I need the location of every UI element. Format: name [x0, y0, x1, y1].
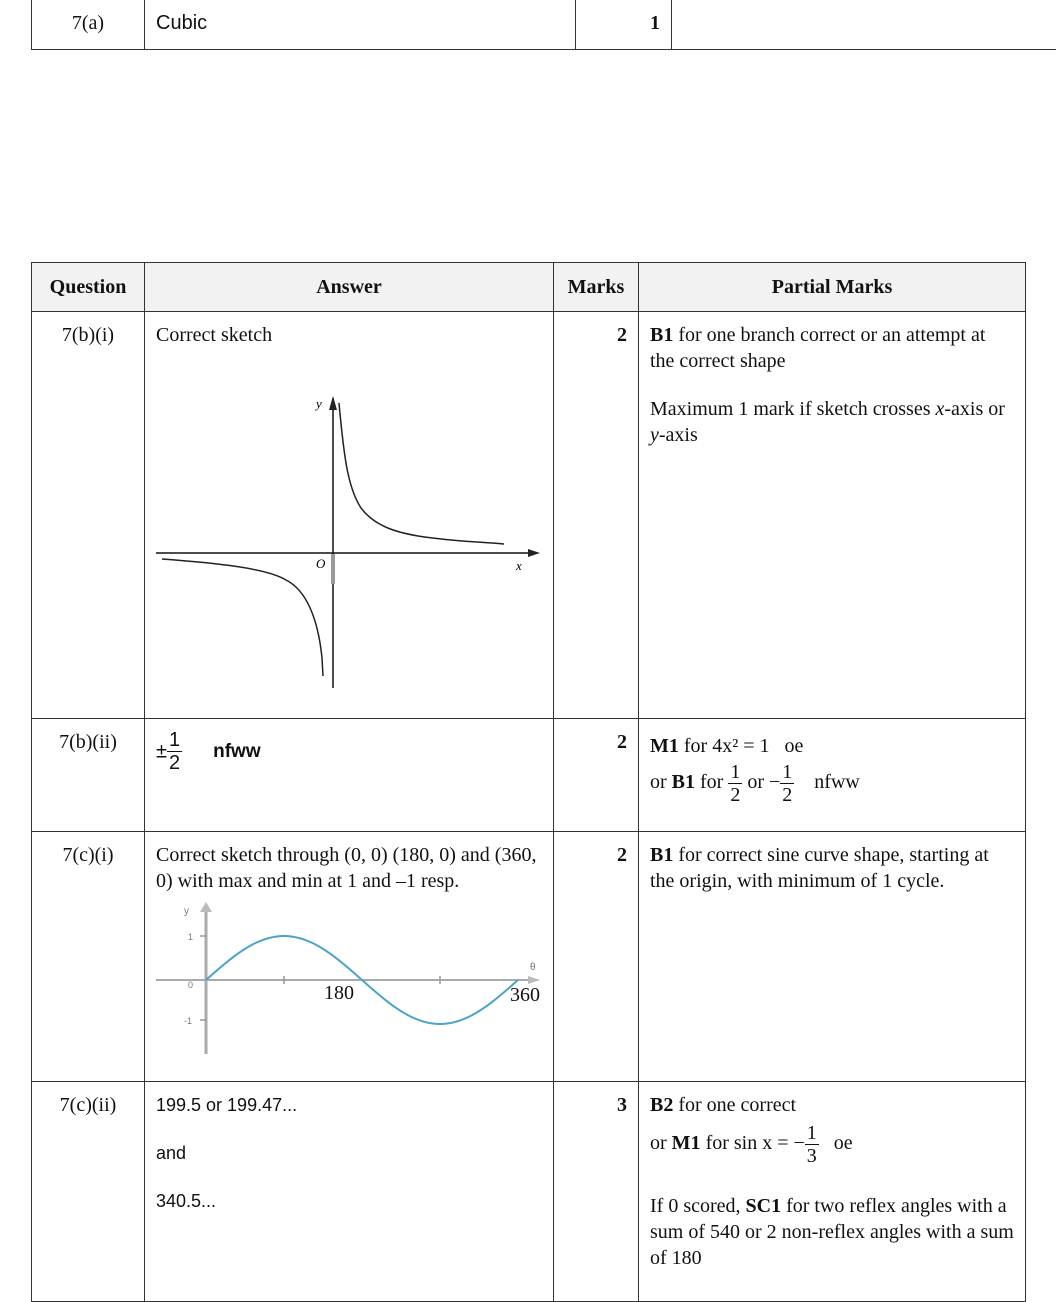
denominator: 2: [167, 751, 182, 774]
y-axis-label: y: [314, 396, 322, 411]
answer-note: nfww: [213, 741, 261, 762]
header-question: Question: [32, 263, 145, 312]
hyperbola-sketch: [156, 348, 542, 688]
partial-marks-cell: [639, 832, 1026, 1082]
var-y: y: [650, 424, 659, 446]
partial-text: -axis or: [944, 398, 1005, 420]
partial-b1: [650, 842, 1014, 894]
denominator: 3: [805, 1144, 819, 1167]
x-axis-label: x: [515, 558, 522, 573]
partial-marks-cell: [672, 0, 1056, 50]
numerator: 1: [805, 1122, 819, 1144]
denominator: 2: [728, 783, 742, 806]
table-row: [32, 832, 1026, 1082]
mark-scheme-table: [31, 262, 1026, 1302]
origin-label: O: [316, 556, 326, 571]
header-partial-marks: Partial Marks: [639, 263, 1026, 312]
marks-cell: 3: [554, 1082, 639, 1302]
numerator: 1: [728, 761, 742, 783]
x-axis-label: θ: [530, 962, 536, 973]
partial-text: or: [747, 771, 764, 793]
mark-code: SC1: [746, 1195, 782, 1217]
question-cell: 7(a): [32, 0, 145, 50]
lower-left-branch: [162, 559, 323, 676]
marks-cell: 2: [554, 832, 639, 1082]
table-row: [32, 312, 1026, 719]
answer-line-1: 199.5 or 199.47...: [156, 1092, 542, 1118]
partial-marks-cell: [639, 719, 1026, 832]
answer-cell: Cubic: [145, 0, 576, 50]
nfww-note: nfww: [814, 771, 860, 793]
partial-text: for one branch correct or an attempt at the correct shape: [650, 324, 985, 372]
question-cell: 7(b)(i): [32, 312, 145, 719]
partial-max: [650, 396, 1014, 448]
axis-shadow: [331, 554, 335, 584]
plus-minus: ±: [156, 741, 167, 763]
answer-fraction: [167, 729, 182, 774]
answer-cell: [145, 719, 554, 832]
y-axis-arrow: [329, 396, 337, 410]
minus-sign: −: [794, 1132, 805, 1154]
partial-text: for two reflex angles with a sum of 540 or 2 non-reflex angles with a sum of 180: [650, 1195, 1014, 1269]
x-axis-arrow: [528, 976, 540, 984]
partial-b1: [650, 322, 1014, 374]
x-axis-arrow: [528, 549, 540, 557]
partial-m1: [650, 733, 1014, 759]
partial-m1: [650, 1122, 1014, 1167]
mark-code: B1: [650, 324, 673, 346]
partial-text: If 0 scored,: [650, 1195, 746, 1217]
answer-line-2: and: [156, 1140, 542, 1166]
answer-cell: [145, 832, 554, 1082]
label-360: 360: [510, 984, 540, 1006]
fraction-third: [805, 1122, 819, 1167]
mark-code: M1: [672, 1132, 701, 1154]
partial-text: for: [695, 771, 728, 793]
partial-marks-cell: [639, 1082, 1026, 1302]
mark-code: B1: [650, 844, 673, 866]
partial-text: Maximum 1 mark if sketch crosses: [650, 398, 936, 420]
denominator: 2: [780, 783, 794, 806]
table-row: [32, 719, 1026, 832]
numerator: 1: [780, 761, 794, 783]
oe-note: oe: [785, 735, 804, 757]
question-cell: 7(c)(ii): [32, 1082, 145, 1302]
partial-b2: [650, 1092, 1014, 1118]
header-row: [32, 263, 1026, 312]
partial-or-b1: [650, 761, 1014, 806]
partial-marks-cell: [639, 312, 1026, 719]
answer-text: Correct sketch through (0, 0) (180, 0) and (360, 0) with max and min at 1 and –1 resp.: [156, 842, 542, 894]
tick-label-0: 0: [188, 980, 193, 990]
mark-code: B2: [650, 1094, 673, 1116]
top-table: [31, 0, 1056, 50]
header-marks: Marks: [554, 263, 639, 312]
partial-text: for sin x =: [701, 1132, 794, 1154]
marks-cell: 2: [554, 312, 639, 719]
table-row: [32, 1082, 1026, 1302]
minus-sign: −: [769, 771, 780, 793]
mark-code: M1: [650, 735, 679, 757]
partial-text: or: [650, 1132, 672, 1154]
sine-sketch: [156, 898, 556, 1058]
marks-cell: 2: [554, 719, 639, 832]
partial-text: -axis: [659, 424, 698, 446]
partial-text: for: [679, 735, 712, 757]
label-180: 180: [324, 982, 354, 1004]
answer-line-3: 340.5...: [156, 1188, 542, 1214]
marks-cell: 1: [576, 0, 672, 50]
oe-note: oe: [834, 1132, 853, 1154]
answer-cell: [145, 312, 554, 719]
fraction-half: [728, 761, 742, 806]
partial-sc1: [650, 1193, 1014, 1271]
tick-label-1: 1: [188, 932, 193, 942]
question-cell: 7(c)(i): [32, 832, 145, 1082]
partial-text: or: [650, 771, 672, 793]
fraction-neg-half: [780, 761, 794, 806]
y-axis-label: y: [184, 906, 189, 917]
upper-right-branch: [339, 403, 504, 544]
partial-text: for one correct: [673, 1094, 796, 1116]
header-answer: Answer: [145, 263, 554, 312]
partial-text: for correct sine curve shape, starting at the origin, with minimum of 1 cycle.: [650, 844, 989, 892]
mark-code: B1: [672, 771, 695, 793]
question-cell: 7(b)(ii): [32, 719, 145, 832]
answer-cell: [145, 1082, 554, 1302]
y-axis-arrow: [200, 902, 212, 912]
tick-label-minus-1: -1: [184, 1016, 192, 1026]
equation: 4x² = 1: [712, 735, 769, 757]
answer-text: Correct sketch: [156, 322, 542, 348]
var-x: x: [936, 398, 945, 420]
numerator: 1: [167, 729, 182, 751]
